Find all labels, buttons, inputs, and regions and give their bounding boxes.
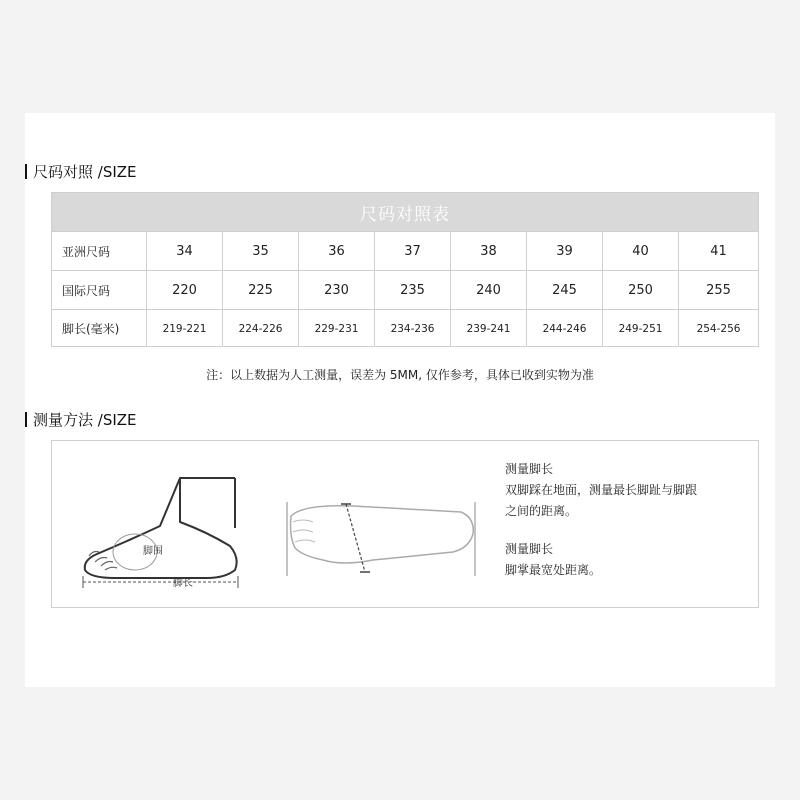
table-cell: 37 [375,232,451,270]
foot-top-view-illustration [283,496,478,578]
table-cell: 41 [710,243,727,259]
section-title-text: 测量方法 /SIZE [33,411,137,429]
section-title-text: 尺码对照 /SIZE [33,163,137,181]
description-title: 测量脚长 [505,542,554,556]
length-label: 脚长 [173,578,193,589]
table-cell: 234-236 [375,310,451,347]
row-label: 国际尺码 [52,271,147,309]
table-cell: 40 [603,232,679,270]
table-cell: 229-231 [299,310,375,347]
table-cell: 235 [375,271,451,309]
table-header: 尺码对照表 [52,193,758,232]
table-cell: 38 [451,232,527,270]
table-cell: 219-221 [147,310,223,347]
table-cell: 249-251 [603,310,679,347]
table-cell: 230 [299,271,375,309]
table-row [52,232,758,271]
description-line: 之间的距离。 [505,504,578,518]
description-line: 双脚踩在地面，测量最长脚趾与脚跟 [505,483,698,497]
table-cell: 255 [706,282,731,298]
table-cell: 245 [527,271,603,309]
girth-label: 脚围 [143,546,163,557]
table-cell: 239-241 [451,310,527,347]
table-cell: 240 [451,271,527,309]
title-bar [25,412,27,427]
table-cell: 220 [147,271,223,309]
table-cell: 35 [223,232,299,270]
table-row [52,310,758,347]
table-cell: 39 [527,232,603,270]
row-label: 脚长(毫米) [52,310,147,347]
size-chart-section-title [25,161,137,182]
foot-side-view-illustration [75,470,250,592]
measurement-note: 注：以上数据为人工测量，误差为 5MM, 仅作参考，具体已收到实物为准 [206,368,594,382]
table-cell: 244-246 [527,310,603,347]
table-cell: 225 [223,271,299,309]
measure-length-description [505,459,697,522]
description-title: 测量脚长 [505,462,554,476]
table-cell: 34 [147,232,223,270]
row-label: 亚洲尺码 [52,232,147,270]
table-cell: 250 [603,271,679,309]
measure-section-title [25,409,137,430]
table-cell: 36 [299,232,375,270]
table-cell: 254-256 [696,322,741,335]
description-line: 脚掌最宽处距离。 [505,563,602,577]
measure-width-description [505,539,601,581]
size-table [51,192,759,347]
table-row [52,271,758,310]
table-cell: 224-226 [223,310,299,347]
title-bar [25,164,27,179]
